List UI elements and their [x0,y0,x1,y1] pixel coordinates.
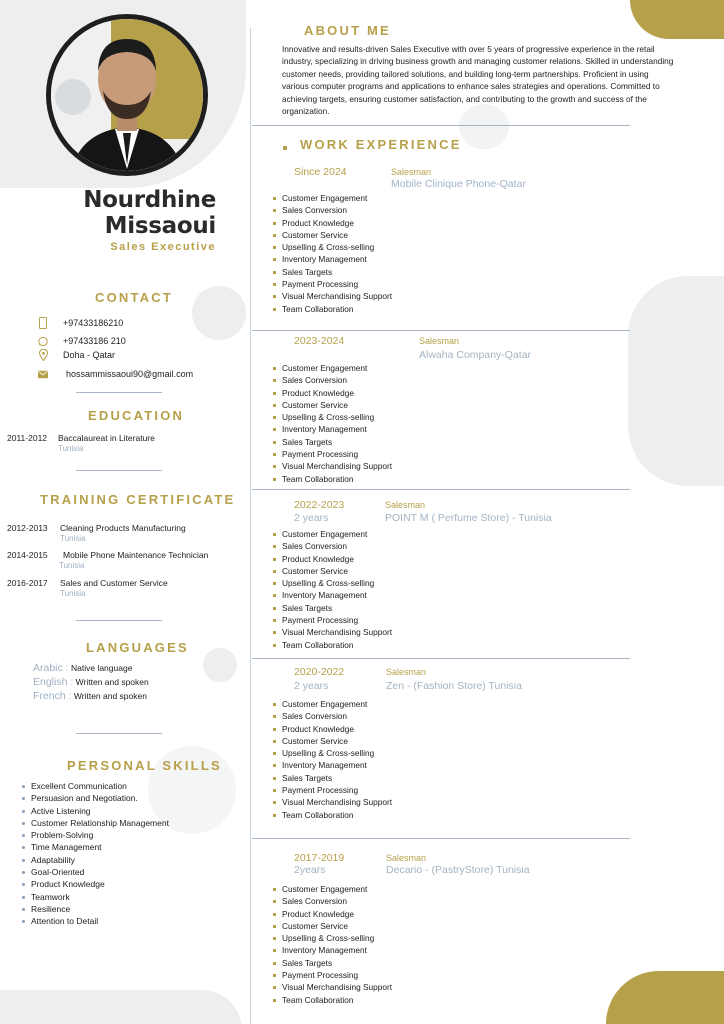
contact-phone [38,317,123,329]
task-item: Payment Processing [273,784,392,796]
task-item: Team Collaboration [273,303,392,315]
divider [76,392,162,393]
language-entry [33,676,149,688]
task-item: Visual Merchandising Support [273,981,392,993]
email-address: hossammissaoui90@gmail.com [66,369,194,379]
skill-item: Customer Relationship Management [22,817,169,829]
training-title-text: Cleaning Products Manufacturing [60,523,186,533]
task-item: Inventory Management [273,589,392,601]
about-title: ABOUT ME [304,23,391,38]
phone-icon [38,317,48,329]
task-item: Sales Conversion [273,710,392,722]
job-role: Salesman [419,336,460,346]
location-text: Doha - Qatar [63,350,116,360]
training-location: Tunisia [60,589,86,598]
task-item: Team Collaboration [273,473,392,485]
task-item: Sales Targets [273,602,392,614]
last-name: Missaoui [104,213,216,239]
job-date: 2020-2022 [294,666,345,678]
divider [252,125,630,126]
task-item: Upselling & Cross-selling [273,932,392,944]
languages-title: LANGUAGES [86,640,189,655]
skill-item: Product Knowledge [22,878,169,890]
task-item: Inventory Management [273,423,392,435]
task-item: Upselling & Cross-selling [273,747,392,759]
task-item: Product Knowledge [273,553,392,565]
skills-title: PERSONAL SKILLS [67,758,222,773]
job-company: Decario - (PastryStore) Tunisia [386,864,530,876]
task-item: Sales Targets [273,957,392,969]
skill-item: Goal-Oriented [22,866,169,878]
task-item: Customer Engagement [273,883,392,895]
job-company: POINT M ( Perfume Store) - Tunisia [385,512,552,524]
phone-number: +97433186210 [63,318,124,328]
task-item: Upselling & Cross-selling [273,241,392,253]
task-item: Sales Targets [273,772,392,784]
contact-location [38,349,115,361]
job-tasks [273,698,392,821]
training-location: Tunisia [59,561,85,570]
about-text: Innovative and results-driven Sales Executive with over 5 years of progressive experience in the retail industry, specializing in driving business growth and managing customer relations. Skilled in understanding customer needs, providing tailored solutions, and building long-term partnerships. Proficient in using various computer programs and applications to enhance sales strategies and operations. Committed to achieving targets, ensuring customer satisfaction, and contributing to the growth and success of the organization. [282,44,674,117]
task-item: Product Knowledge [273,217,392,229]
task-item: Customer Service [273,399,392,411]
task-item: Sales Conversion [273,374,392,386]
divider [252,330,630,331]
task-item: Visual Merchandising Support [273,626,392,638]
task-item: Customer Engagement [273,362,392,374]
contact-title: CONTACT [95,290,173,305]
divider [252,489,630,490]
bullet-icon [283,146,287,150]
language-level: Written and spoken [75,677,149,687]
task-item: Upselling & Cross-selling [273,577,392,589]
task-item: Customer Engagement [273,528,392,540]
task-item: Visual Merchandising Support [273,796,392,808]
divider [76,620,162,621]
job-date: 2017-2019 [294,852,345,864]
education-years: 2011-2012 [7,433,48,443]
job-role: Salesman [386,853,427,863]
job-duration: 2years [294,864,326,876]
task-item: Customer Service [273,735,392,747]
task-item: Customer Service [273,229,392,241]
task-item: Payment Processing [273,614,392,626]
task-item: Product Knowledge [273,908,392,920]
whatsapp-number: +97433186 210 [63,336,126,346]
divider [252,838,630,839]
job-date: Since 2024 [294,166,347,178]
skill-item: Problem-Solving [22,829,169,841]
skill-item: Attention to Detail [22,915,169,927]
training-years: 2012-2013 [7,523,48,533]
person-portrait-icon [51,19,203,171]
task-item: Visual Merchandising Support [273,460,392,472]
email-icon [38,368,48,380]
task-item: Sales Conversion [273,895,392,907]
task-item: Sales Conversion [273,204,392,216]
education-title-text: Baccalaureat in Literature [58,433,155,443]
task-item: Customer Engagement [273,192,392,204]
task-item: Team Collaboration [273,639,392,651]
education-location: Tunisia [58,444,84,453]
task-item: Team Collaboration [273,809,392,821]
divider [76,470,162,471]
skill-item: Resilience [22,903,169,915]
task-item: Customer Service [273,920,392,932]
skill-item: Teamwork [22,891,169,903]
job-company: Mobile Clinique Phone-Qatar [391,178,526,190]
task-item: Payment Processing [273,448,392,460]
skill-item: Time Management [22,841,169,853]
skills-list [22,780,169,928]
education-title: EDUCATION [88,408,185,423]
language-name: French : [33,690,72,702]
task-item: Payment Processing [273,278,392,290]
location-pin-icon [38,349,48,361]
task-item: Product Knowledge [273,387,392,399]
task-item: Payment Processing [273,969,392,981]
task-item: Team Collaboration [273,994,392,1006]
job-date: 2022-2023 [294,499,345,511]
profile-photo [51,19,203,171]
divider [76,733,162,734]
decor-shape-top-right [630,0,724,39]
work-title: WORK EXPERIENCE [300,137,462,152]
language-level: Native language [70,663,133,673]
language-entry [33,690,147,702]
job-duration: 2 years [294,680,329,692]
task-item: Product Knowledge [273,723,392,735]
task-item: Inventory Management [273,253,392,265]
skill-item: Excellent Communication [22,780,169,792]
divider [252,658,630,659]
task-item: Sales Targets [273,266,392,278]
training-title: TRAINING CERTIFICATE [40,492,236,507]
decor-shape-right [628,276,724,486]
task-item: Inventory Management [273,944,392,956]
job-company: Alwaha Company-Qatar [419,349,532,361]
training-years: 2014-2015 [7,550,48,560]
language-name: Arabic : [33,662,69,674]
job-company: Zen - (Fashion Store) Tunisia [386,680,522,692]
job-duration: 2 years [294,512,329,524]
training-location: Tunisia [60,534,86,543]
language-level: Written and spoken [73,691,147,701]
task-item: Visual Merchandising Support [273,290,392,302]
job-role-title: Sales Executive [110,241,216,253]
column-divider [250,28,251,1024]
training-title-text: Sales and Customer Service [60,578,168,588]
skill-item: Persuasion and Negotiation. [22,792,169,804]
task-item: Upselling & Cross-selling [273,411,392,423]
job-role: Salesman [386,667,427,677]
task-item: Sales Targets [273,436,392,448]
skill-item: Adaptability [22,854,169,866]
job-role: Salesman [391,167,432,177]
left-column [0,0,250,1024]
job-tasks [273,883,392,1006]
training-title-text: Mobile Phone Maintenance Technician [63,550,209,560]
job-tasks [273,192,392,315]
first-name: Nourdhine [83,187,216,213]
whatsapp-icon [38,335,48,347]
task-item: Sales Conversion [273,540,392,552]
job-tasks [273,528,392,651]
language-entry [33,662,132,674]
contact-email [38,368,193,380]
task-item: Inventory Management [273,759,392,771]
job-tasks [273,362,392,485]
language-name: English : [33,676,74,688]
job-date: 2023-2024 [294,335,345,347]
skill-item: Active Listening [22,805,169,817]
job-role: Salesman [385,500,426,510]
training-years: 2016-2017 [7,578,48,588]
decor-shape-bottom-right [606,971,724,1024]
task-item: Customer Engagement [273,698,392,710]
contact-whatsapp [38,335,126,347]
task-item: Customer Service [273,565,392,577]
profile-photo-frame [46,14,208,176]
